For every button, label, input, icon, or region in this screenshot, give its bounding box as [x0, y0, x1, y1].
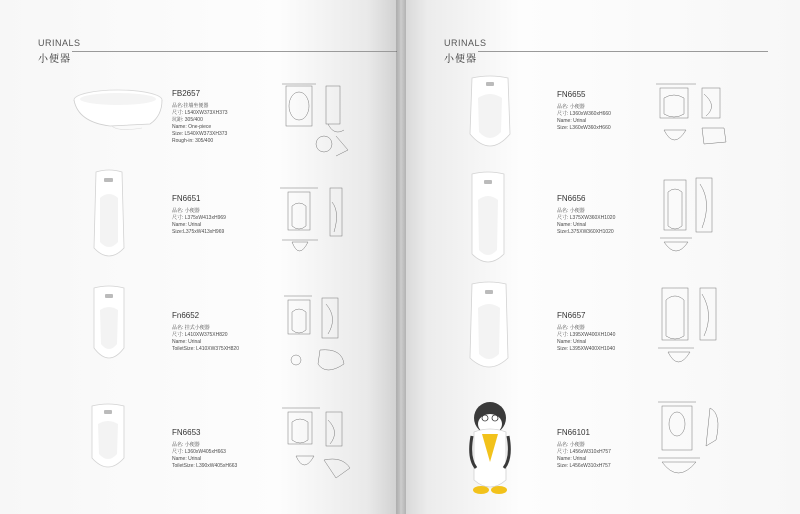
urinal-photo	[468, 170, 508, 272]
spec-line: 品名: 小便器	[172, 208, 200, 214]
spec-line: 尺寸: L395XW400XH1040	[557, 332, 616, 338]
spec-line: 尺寸: L375XW360XH1020	[557, 215, 616, 221]
spec-line: ToiletSize: L410XW375XH820	[172, 346, 239, 352]
right-page	[400, 0, 800, 514]
model-number: FN6653	[172, 428, 201, 437]
model-number: FN6655	[557, 90, 586, 99]
model-number: FN6651	[172, 194, 201, 203]
spec-line: 坑距: 305/400	[172, 117, 203, 123]
technical-drawing	[656, 400, 742, 490]
technical-drawing	[656, 172, 736, 266]
technical-drawing	[278, 80, 358, 162]
spec-line: 品名: 小便器	[557, 208, 585, 214]
penguin-urinal-photo	[468, 398, 512, 496]
product-info-fn6655	[557, 90, 611, 132]
spec-line: Size:L375xW413xH969	[172, 229, 225, 235]
right-header-en: URINALS	[444, 38, 487, 48]
product-info-fb2657	[172, 89, 228, 145]
product-info-fn6657	[557, 311, 615, 353]
spec-line: 品名: 小便器	[172, 442, 200, 448]
spec-line: Size:L375XW360XH1020	[557, 229, 614, 235]
spec-line: 尺寸: L360xW405xH663	[172, 449, 226, 455]
technical-drawing	[280, 404, 364, 482]
spec-line: Size: L360xW360xH660	[557, 125, 611, 131]
spec-line: Name: Urinal	[172, 456, 202, 462]
spec-line: 品名: 小便器	[557, 442, 585, 448]
product-info-fn6652	[172, 311, 239, 353]
urinal-photo	[92, 168, 126, 266]
model-number: FB2657	[172, 89, 201, 98]
urinal-photo	[466, 280, 512, 376]
spec-line: Size: L395XW400XH1040	[557, 346, 616, 352]
spec-line: Rough-in: 305/400	[172, 138, 214, 144]
left-header-cn: 小便器	[38, 54, 71, 65]
spec-line: Name: Urinal	[557, 456, 587, 462]
left-header-rule	[72, 51, 397, 52]
spec-line: Name: Urinal	[557, 118, 587, 124]
spec-line: Name: Urinal	[557, 222, 587, 228]
spec-line: 尺寸: L410XW375XH820	[172, 332, 228, 338]
technical-drawing	[656, 282, 740, 378]
product-info-fn6656	[557, 194, 615, 236]
model-number: FN66101	[557, 428, 590, 437]
spec-line: Name: Urinal	[557, 339, 587, 345]
spec-line: 尺寸: L360xW360xH660	[557, 111, 611, 117]
right-header-rule	[478, 51, 768, 52]
spec-line: Size: L540XW373XH373	[172, 131, 228, 137]
model-number: Fn6652	[172, 311, 200, 320]
spec-line: 品名: 小便器	[557, 104, 585, 110]
spec-line: Name: Urinal	[172, 222, 202, 228]
spec-line: 尺寸: L375xW413xH969	[172, 215, 226, 221]
spec-line: Size: L456xW310xH757	[557, 463, 611, 469]
spec-line: 品名: 挂式小便器	[172, 325, 210, 331]
product-info-fn66101	[557, 428, 611, 470]
product-info-fn6653	[172, 428, 237, 470]
wall-hung-toilet-photo	[72, 86, 164, 132]
right-header-cn: 小便器	[444, 54, 477, 65]
spec-line: Name: One-piece	[172, 124, 212, 130]
left-header-en: URINALS	[38, 38, 81, 48]
spec-line: 品名: 小便器	[557, 325, 585, 331]
spec-line: 尺寸: L540XW373XH373	[172, 110, 228, 116]
model-number: FN6656	[557, 194, 586, 203]
technical-drawing	[282, 292, 364, 380]
spec-line: 品名:挂墙坐便器	[172, 103, 209, 109]
spec-line: Name: Urinal	[172, 339, 202, 345]
technical-drawing	[654, 80, 738, 158]
urinal-photo	[88, 402, 128, 478]
book-gutter	[396, 0, 406, 514]
technical-drawing	[278, 182, 358, 266]
urinal-photo	[466, 74, 514, 158]
spec-line: ToiletSize: L390xW405xH663	[172, 463, 238, 469]
model-number: FN6657	[557, 311, 586, 320]
spec-line: 尺寸: L456xW310xH757	[557, 449, 611, 455]
urinal-photo	[90, 284, 128, 370]
product-info-fn6651	[172, 194, 226, 236]
